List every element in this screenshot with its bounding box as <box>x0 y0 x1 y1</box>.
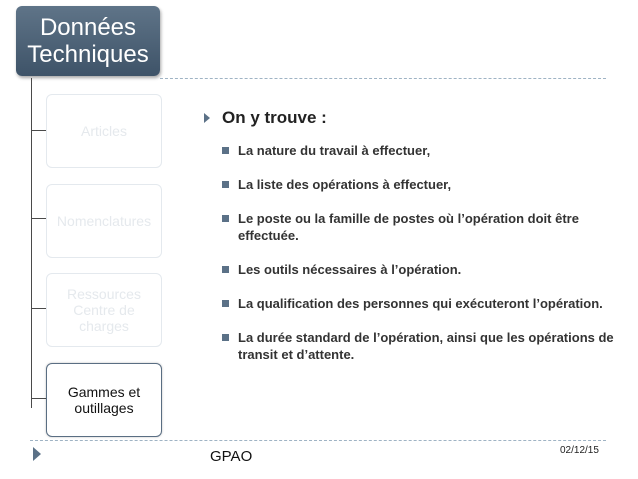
list-item-text: La liste des opérations à effectuer, <box>238 177 452 192</box>
list-item-text: Les outils nécessaires à l’opération. <box>238 262 462 277</box>
node-gammes-line-1: Gammes et <box>67 384 141 400</box>
top-divider <box>160 78 606 79</box>
square-bullet-icon <box>222 300 229 307</box>
square-bullet-icon <box>222 181 229 188</box>
tree-tick-gammes <box>31 398 46 399</box>
list-item <box>222 176 616 193</box>
node-articles[interactable] <box>46 94 162 168</box>
list-item <box>222 210 616 244</box>
section-title <box>16 6 160 76</box>
list-item <box>222 295 616 312</box>
play-arrow-icon <box>33 447 41 461</box>
content-heading <box>204 108 616 128</box>
list-item <box>222 142 616 159</box>
node-nomenclatures[interactable] <box>46 184 162 258</box>
list-item-text: Le poste ou la famille de postes où l’opération doit être effectuée. <box>238 211 579 243</box>
tree-tick-nomenclatures <box>31 218 46 219</box>
node-articles-label: Articles <box>81 123 127 139</box>
bottom-divider <box>30 440 606 441</box>
heading-text: On y trouve : <box>222 108 327 127</box>
title-line-2: Techniques <box>27 41 149 68</box>
list-item-text: La qualification des personnes qui exécuteront l’opération. <box>238 296 603 311</box>
list-item-text: La durée standard de l’opération, ainsi que les opérations de transit et d’attente. <box>238 330 614 362</box>
node-nomenclatures-label: Nomenclatures <box>56 213 152 229</box>
list-item-text: La nature du travail à effectuer, <box>238 143 431 158</box>
list-item <box>222 261 616 278</box>
node-gammes-line-2: outillages <box>74 400 134 416</box>
list-item <box>222 329 616 363</box>
node-ressources-line-1: Ressources <box>67 286 141 302</box>
tree-tick-ressources <box>31 308 46 309</box>
title-line-1: Données <box>39 14 137 41</box>
square-bullet-icon <box>222 215 229 222</box>
square-bullet-icon <box>222 266 229 273</box>
arrow-bullet-icon <box>204 113 210 123</box>
content-panel <box>204 108 616 380</box>
square-bullet-icon <box>222 334 229 341</box>
tree-connector <box>31 78 32 408</box>
tree-tick-articles <box>31 130 46 131</box>
footer-label: GPAO <box>210 448 253 465</box>
footer-date: 02/12/15 <box>560 445 599 456</box>
square-bullet-icon <box>222 147 229 154</box>
node-gammes-outillages[interactable] <box>46 363 162 437</box>
node-ressources[interactable] <box>46 273 162 347</box>
node-ressources-line-2: Centre de <box>73 302 135 318</box>
node-ressources-line-3: charges <box>79 318 129 334</box>
